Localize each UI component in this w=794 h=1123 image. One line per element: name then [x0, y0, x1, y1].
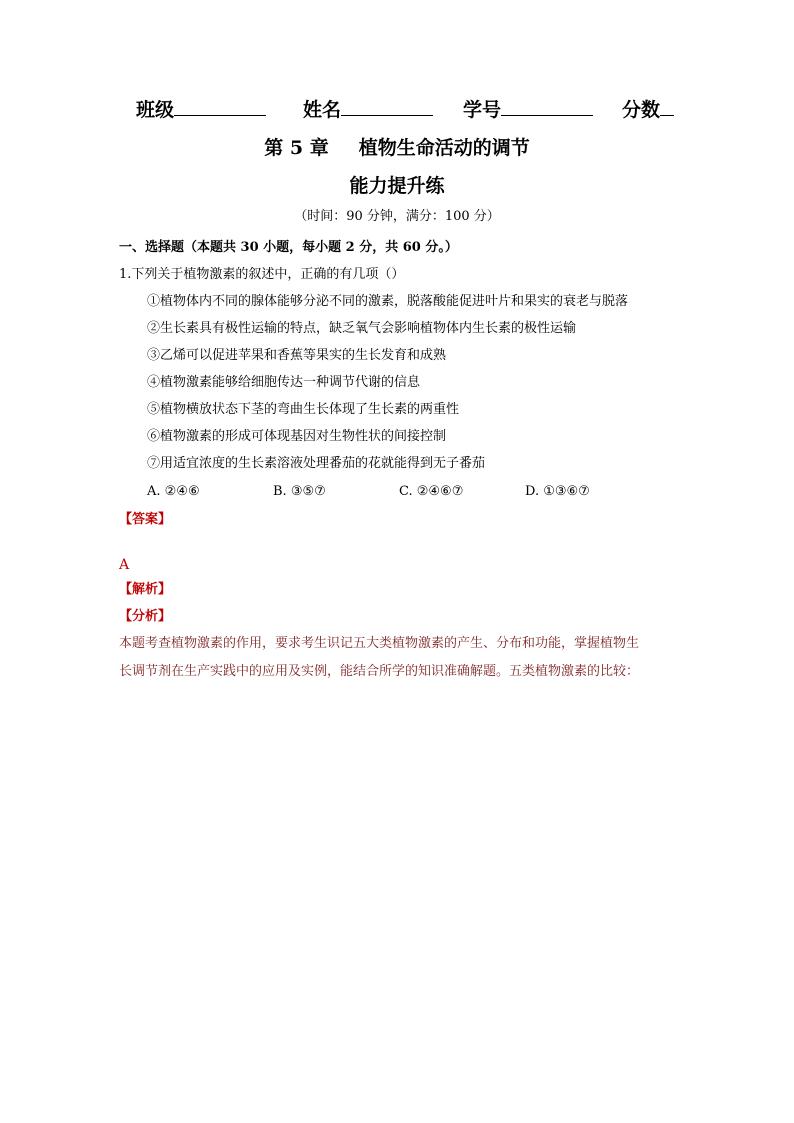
class-field	[136, 96, 266, 124]
answer-tag: 【答案】	[119, 512, 172, 527]
name-field	[303, 96, 433, 124]
chapter-topic: 植物生命活动的调节	[358, 137, 530, 159]
option-a[interactable]: A. ②④⑥	[147, 484, 200, 499]
analysis-text-line-2: 长调节剂在生产实践中的应用及实例，能结合所学的知识准确解题。五类植物激素的比较：	[119, 664, 640, 679]
statement-7: ⑦用适宜浓度的生长素溶液处理番茄的花就能得到无子番茄	[147, 456, 486, 471]
id-field	[463, 96, 593, 124]
option-b[interactable]: B. ③⑤⑦	[273, 484, 326, 499]
chapter-number: 第 5 章	[264, 137, 329, 159]
statement-6: ⑥植物激素的形成可体现基因对生物性状的间接控制	[147, 429, 447, 444]
statement-5: ⑤植物横放状态下茎的弯曲生长体现了生长素的两重性	[147, 402, 460, 417]
page-subtitle: 能力提升练	[349, 175, 445, 197]
class-blank[interactable]	[174, 97, 266, 116]
id-blank[interactable]	[501, 97, 593, 116]
score-blank[interactable]	[660, 97, 674, 116]
analysis-tag: 【分析】	[119, 609, 172, 624]
name-label: 姓名	[303, 99, 342, 121]
analysis-text-line-1: 本题考查植物激素的作用，要求考生识记五大类植物激素的产生、分布和功能，掌握植物生	[119, 636, 640, 651]
time-info: （时间：90 分钟，满分：100 分）	[294, 209, 500, 224]
statement-3: ③乙烯可以促进苹果和香蕉等果实的生长发育和成熟	[147, 348, 447, 363]
option-d[interactable]: D. ①③⑥⑦	[525, 484, 590, 499]
id-label: 学号	[463, 99, 502, 121]
option-c[interactable]: C. ②④⑥⑦	[399, 484, 464, 499]
answer-value: A	[119, 557, 130, 573]
statement-2: ②生长素具有极性运输的特点，缺乏氧气会影响植物体内生长素的极性运输	[147, 321, 577, 336]
statement-1: ①植物体内不同的腺体能够分泌不同的激素，脱落酸能促进叶片和果实的衰老与脱落	[147, 294, 629, 309]
score-label: 分数	[622, 99, 661, 121]
class-label: 班级	[136, 99, 175, 121]
explain-tag: 【解析】	[119, 582, 172, 597]
statement-4: ④植物激素能够给细胞传达一种调节代谢的信息	[147, 375, 421, 390]
question-stem: 1.下列关于植物激素的叙述中，正确的有几项（）	[119, 267, 405, 282]
score-field	[622, 96, 674, 124]
name-blank[interactable]	[341, 97, 433, 116]
chapter-title	[0, 134, 794, 162]
section-heading: 一、选择题（本题共 30 小题，每小题 2 分，共 60 分。）	[119, 240, 458, 255]
